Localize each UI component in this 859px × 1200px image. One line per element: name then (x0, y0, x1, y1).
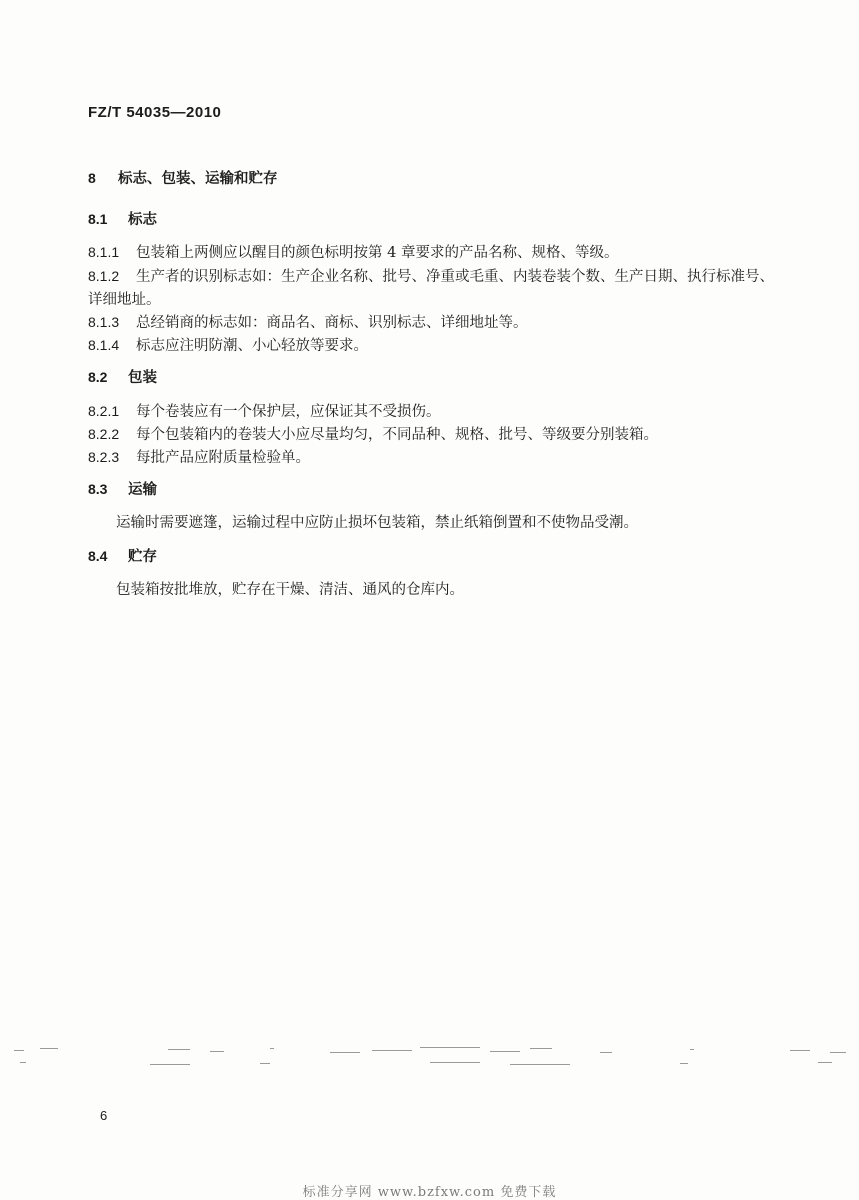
clause-number: 8.2.3 (88, 449, 120, 465)
section-8-2-heading (88, 366, 157, 387)
section-number: 8.4 (88, 548, 108, 564)
clause-number: 8.1.3 (88, 314, 120, 330)
section-title: 包装 (128, 369, 157, 386)
clause-number: 8.1.1 (88, 244, 120, 260)
clause-text: 每个包装箱内的卷装大小应尽量均匀，不同品种、规格、批号、等级要分别装箱。 (136, 427, 658, 443)
section-title: 运输 (128, 481, 157, 498)
clause-text: 每个卷装应有一个保护层，应保证其不受损伤。 (136, 404, 441, 420)
section-number: 8.1 (88, 211, 108, 227)
section-8-4-text: 包装箱按批堆放，贮存在干燥、清洁、通风的仓库内。 (116, 582, 464, 598)
clause-8-1-2 (88, 265, 774, 286)
clause-text: 生产者的识别标志如：生产企业名称、批号、净重或毛重、内装卷装个数、生产日期、执行标准号、 (136, 269, 774, 285)
clause-8-2-3 (88, 446, 310, 467)
section-8-4-heading (88, 545, 157, 566)
section-number: 8 (88, 170, 96, 186)
clause-8-1-3 (88, 311, 528, 332)
clause-text: 每批产品应附质量检验单。 (136, 450, 310, 466)
clause-text: 总经销商的标志如：商品名、商标、识别标志、详细地址等。 (136, 315, 528, 331)
clause-8-1-4 (88, 334, 368, 355)
scan-noise (0, 1042, 859, 1070)
clause-8-2-1 (88, 400, 441, 421)
clause-number: 8.2.2 (88, 426, 120, 442)
clause-number: 8.2.1 (88, 403, 120, 419)
section-8-3-heading (88, 478, 157, 499)
clause-number: 8.1.2 (88, 268, 120, 284)
clause-8-1-1 (88, 241, 618, 262)
clause-text: 包装箱上两侧应以醒目的颜色标明按第 4 章要求的产品名称、规格、等级。 (136, 245, 619, 261)
watermark: 标准分享网 www.bzfxw.com 免费下载 (302, 1185, 557, 1200)
clause-8-2-2 (88, 423, 658, 444)
section-number: 8.3 (88, 481, 108, 497)
section-title: 贮存 (128, 548, 157, 565)
section-title: 标志 (128, 211, 157, 228)
section-8-1-heading (88, 208, 157, 229)
clause-number: 8.1.4 (88, 337, 120, 353)
page-number: 6 (100, 1108, 108, 1123)
section-title: 标志、包装、运输和贮存 (118, 170, 278, 187)
clause-text: 标志应注明防潮、小心轻放等要求。 (136, 338, 368, 354)
section-number: 8.2 (88, 369, 108, 385)
clause-continuation: 详细地址。 (88, 292, 161, 308)
standard-number: FZ/T 54035—2010 (88, 104, 222, 121)
section-8-heading (88, 167, 278, 188)
section-8-3-text: 运输时需要遮篷，运输过程中应防止损坏包装箱，禁止纸箱倒置和不使物品受潮。 (116, 515, 638, 531)
